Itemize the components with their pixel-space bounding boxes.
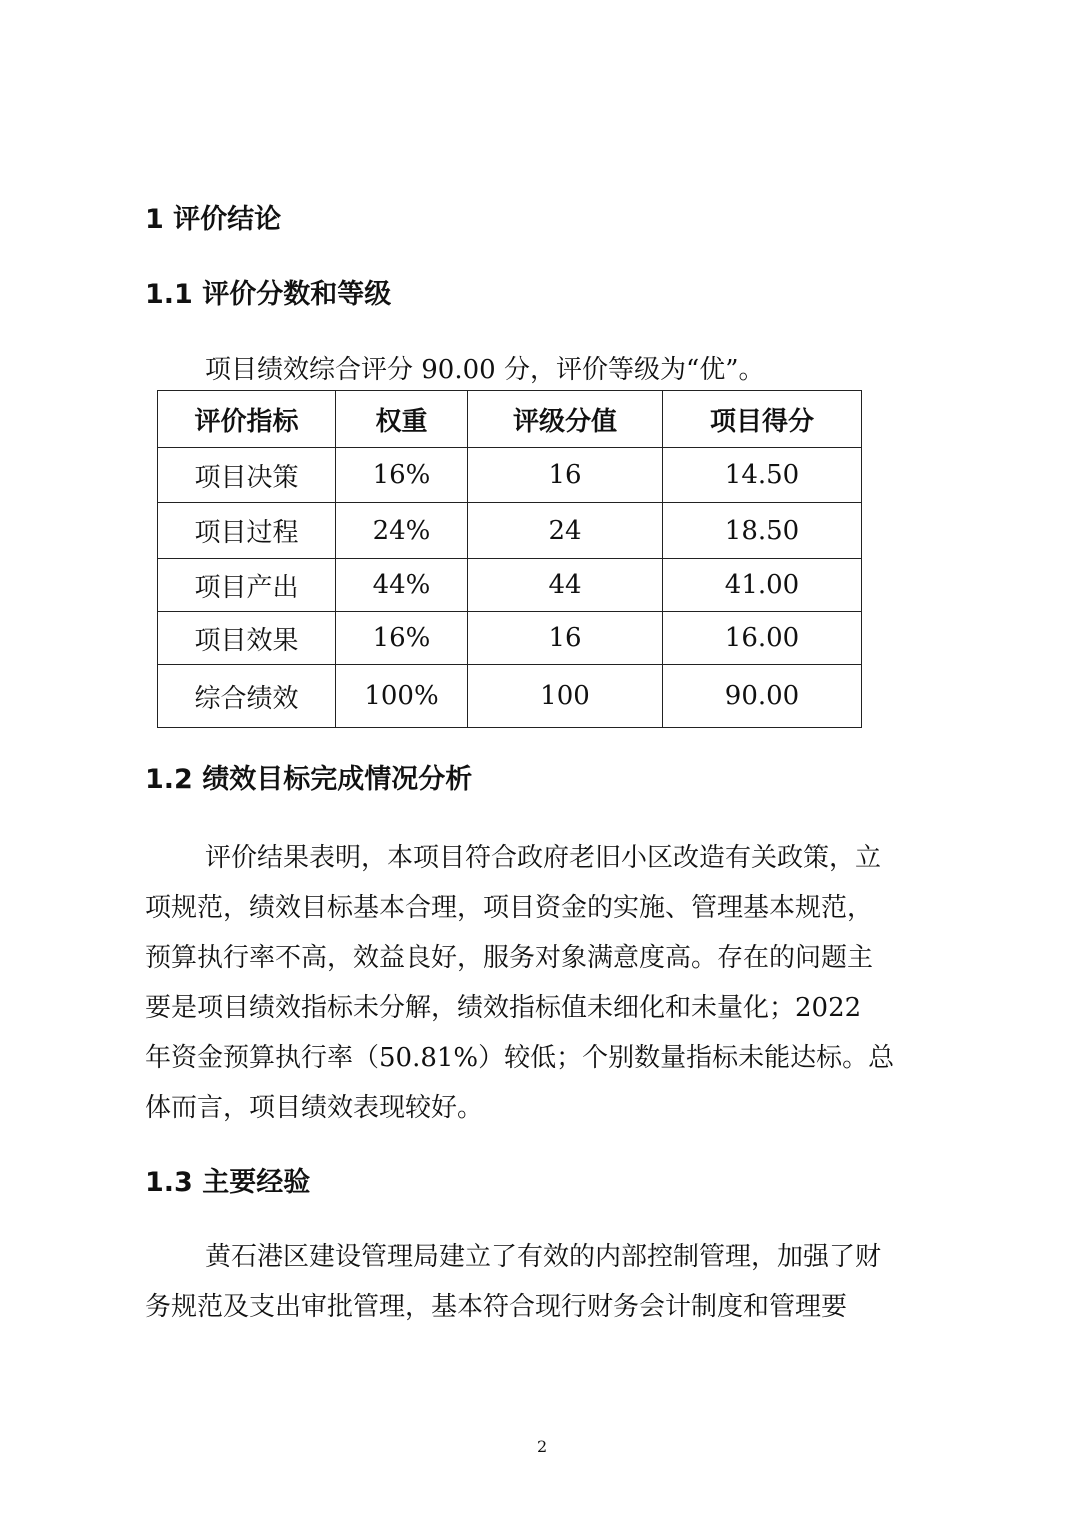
table-cell: 100% — [336, 665, 468, 728]
paragraph-line: 年资金预算执行率（50.81%）较低；个别数量指标未能达标。总 — [145, 1043, 895, 1073]
table-row — [158, 559, 862, 612]
score-intro: 项目绩效综合评分 90.00 分，评价等级为“优”。 — [205, 355, 765, 385]
paragraph-line: 体而言，项目绩效表现较好。 — [145, 1093, 484, 1123]
table-cell: 100 — [468, 665, 663, 728]
paragraph-line: 预算执行率不高，效益良好，服务对象满意度高。存在的问题主 — [145, 943, 874, 973]
table-cell: 项目决策 — [158, 448, 336, 503]
table-row — [158, 448, 862, 503]
page-number: 2 — [537, 1437, 548, 1456]
table-cell: 综合绩效 — [158, 665, 336, 728]
score-table — [157, 390, 862, 728]
table-header: 评级分值 — [468, 391, 663, 448]
table-header: 权重 — [336, 391, 468, 448]
table-cell: 44 — [468, 559, 663, 612]
table-cell: 14.50 — [663, 448, 862, 503]
heading-1-1: 1.1 评价分数和等级 — [145, 279, 392, 310]
table-cell: 16 — [468, 612, 663, 665]
table-header-row — [158, 391, 862, 448]
heading-1: 1 评价结论 — [145, 204, 282, 235]
table-cell: 18.50 — [663, 503, 862, 559]
table-row — [158, 612, 862, 665]
table-cell: 项目效果 — [158, 612, 336, 665]
paragraph-line: 要是项目绩效指标未分解，绩效指标值未细化和未量化；2022 — [145, 993, 862, 1023]
table-cell: 90.00 — [663, 665, 862, 728]
table-cell: 16 — [468, 448, 663, 503]
heading-1-2: 1.2 绩效目标完成情况分析 — [145, 764, 473, 795]
table-cell: 16% — [336, 612, 468, 665]
table-cell: 24% — [336, 503, 468, 559]
table-cell: 16.00 — [663, 612, 862, 665]
table-row — [158, 665, 862, 728]
heading-1-3: 1.3 主要经验 — [145, 1167, 311, 1198]
paragraph-line: 务规范及支出审批管理，基本符合现行财务会计制度和管理要 — [145, 1292, 848, 1322]
table-cell: 44% — [336, 559, 468, 612]
table-header: 项目得分 — [663, 391, 862, 448]
table-cell: 41.00 — [663, 559, 862, 612]
table-row — [158, 503, 862, 559]
paragraph-line: 项规范，绩效目标基本合理，项目资金的实施、管理基本规范， — [145, 893, 874, 923]
table-cell: 项目产出 — [158, 559, 336, 612]
table-cell: 24 — [468, 503, 663, 559]
paragraph-line: 评价结果表明，本项目符合政府老旧小区改造有关政策，立 — [205, 843, 882, 873]
table-cell: 16% — [336, 448, 468, 503]
paragraph-line: 黄石港区建设管理局建立了有效的内部控制管理，加强了财 — [205, 1242, 882, 1272]
table-header: 评价指标 — [158, 391, 336, 448]
table-cell: 项目过程 — [158, 503, 336, 559]
